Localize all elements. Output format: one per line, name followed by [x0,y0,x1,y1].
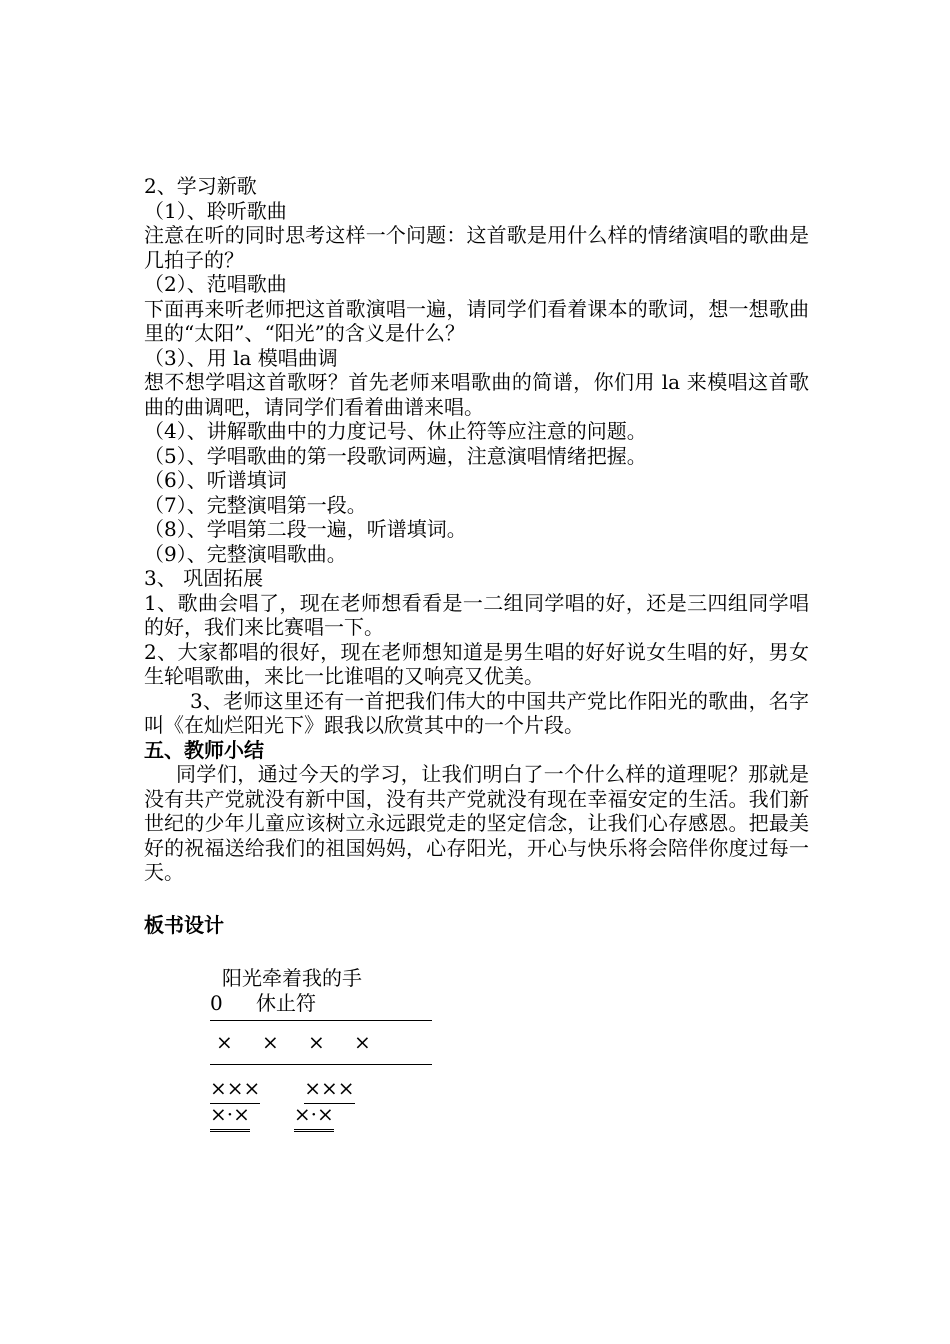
section-heading-learn-new-song: 2、学习新歌 [144,174,257,198]
quarter-note: × [354,1030,371,1054]
dotted-note-group: ×·× [294,1102,334,1132]
divider-line [210,1020,432,1021]
step-1-heading: （1）、聆听歌曲 [144,198,287,223]
quarter-notes-row [216,1030,400,1054]
step-9: （9）、完整演唱歌曲。 [144,541,347,566]
document-body [144,174,809,937]
rest-label: 休止符 [256,991,316,1015]
step-8: （8）、学唱第二段一遍，听谱填词。 [144,517,467,541]
dotted-note-group: ×·× [210,1102,250,1132]
eighth-note-group: ××× [304,1076,354,1104]
eighth-notes-row [210,1076,399,1104]
step-1-text: 注意在听的同时思考这样一个问题：这首歌是用什么样的情绪演唱的歌曲是几拍子的？ [144,223,809,272]
step-6: （6）、听谱填词 [144,468,287,492]
step-2-text: 下面再来听老师把这首歌演唱一遍，请同学们看着课本的歌词，想一想歌曲里的“太阳”、“阳光”的含义是什么？ [144,296,809,345]
section-heading-consolidate: 3、 巩固拓展 [144,566,264,590]
consolidate-item-2: 2、大家都唱的很好，现在老师想知道是男生唱的好好说女生唱的好，男女生轮唱歌曲，来比一比谁唱的又响亮又优美。 [144,639,809,688]
step-5: （5）、学唱歌曲的第一段歌词两遍，注意演唱情绪把握。 [144,443,647,468]
rest-note: 0 [210,991,223,1015]
divider-line [210,1064,432,1065]
step-3-text: 想不想学唱这首歌呀？首先老师来唱歌曲的简谱，你们用 la 来模唱这首歌曲的曲调吧，请同学们看着曲谱来唱。 [144,370,809,419]
step-4: （4）、讲解歌曲中的力度记号、休止符等应注意的问题。 [144,419,647,443]
quarter-note: × [216,1030,233,1054]
board-design-heading: 板书设计 [144,912,224,937]
board-song-title: 阳光牵着我的手 [222,966,362,990]
board-rest-row [210,987,316,1016]
step-7: （7）、完整演唱第一段。 [144,492,367,517]
section-heading-summary: 五、教师小结 [144,737,264,762]
consolidate-item-1: 1、歌曲会唱了，现在老师想看看是一二组同学唱的好，还是三四组同学唱的好，我们来比赛唱一下。 [144,590,809,639]
eighth-note-group: ××× [210,1076,260,1104]
quarter-note: × [262,1030,279,1054]
step-3-heading: （3）、用 la 模唱曲调 [144,345,338,370]
consolidate-item-3: 3、老师这里还有一首把我们伟大的中国共产党比作阳光的歌曲，名字叫《在灿烂阳光下》跟我以欣赏其中的一个片段。 [144,688,809,737]
step-2-heading: （2）、范唱歌曲 [144,272,287,296]
summary-text: 同学们，通过今天的学习，让我们明白了一个什么样的道理呢？那就是没有共产党就没有新中国，没有共产党就没有现在幸福安定的生活。我们新世纪的少年儿童应该树立永远跟党走的坚定信念，让我们心存感恩。把最美好的祝福送给我们的祖国妈妈，心存阳光，开心与快乐将会陪伴你度过每一天。 [144,762,809,884]
dotted-notes-row [210,1102,378,1132]
quarter-note: × [308,1030,325,1054]
